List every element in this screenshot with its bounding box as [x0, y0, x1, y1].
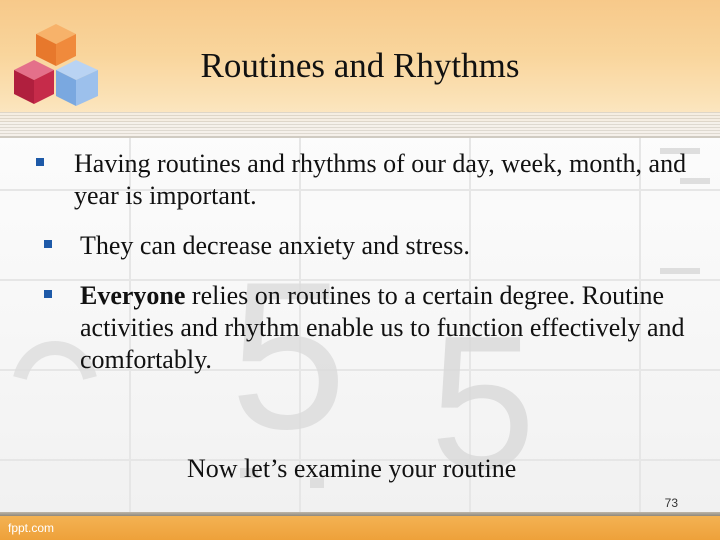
square-bullet-icon — [44, 240, 52, 248]
square-bullet-icon — [44, 290, 52, 298]
colored-cubes-icon — [10, 22, 102, 118]
list-item — [36, 230, 706, 262]
bullet-body: relies on routines to a certain degree. Routine activities and rhythm enable us to function effectively and comfortably. — [80, 281, 685, 374]
bullet-emphasis: Everyone — [80, 281, 186, 310]
header-divider — [0, 112, 720, 138]
slide-title: Routines and Rhythms — [200, 46, 520, 85]
watermark-digit: 5 — [230, 238, 347, 473]
footer-brand: fppt.com — [8, 521, 55, 535]
bullet-text: They can decrease anxiety and stress. — [80, 231, 470, 260]
bullet-list — [36, 148, 706, 376]
bullet-text — [80, 280, 706, 376]
call-to-action-text: Now let’s examine your routine — [187, 454, 517, 483]
list-item — [36, 280, 706, 376]
list-item — [36, 148, 706, 212]
square-bullet-icon — [36, 158, 44, 166]
page-number: 73 — [664, 496, 678, 510]
watermark-digit: 5 — [430, 297, 536, 509]
footer-bar — [0, 516, 720, 540]
bullet-text: Having routines and rhythms of our day, week, month, and year is important. — [74, 149, 687, 210]
